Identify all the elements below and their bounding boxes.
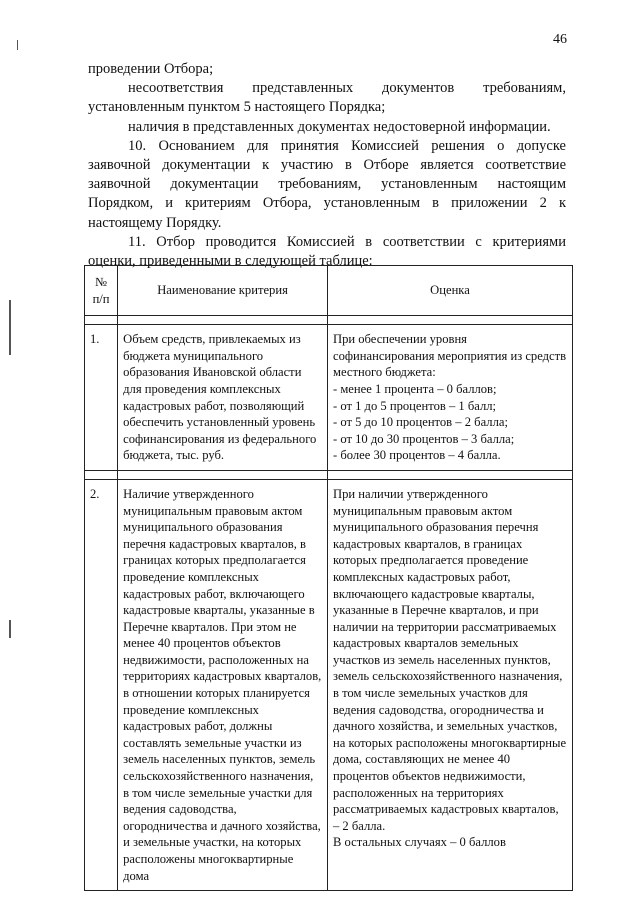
table-header-row xyxy=(85,266,573,316)
table-row xyxy=(85,325,573,471)
paragraph-4: 11. Отбор проводится Комиссией в соответствии с критериями оценки, приведенными в следующей таблице: xyxy=(88,233,566,270)
scan-artifact-mark xyxy=(9,620,11,638)
table-gap xyxy=(85,316,573,325)
row-criterion: Наличие утвержденного муниципальным правовым актом муниципального образования перечня кадастровых кварталов, в границах которых предполагается проведение комплексных кадастровых работ, включающего кадастровые кварталы, указанные в Перечне кварталов. При этом не менее 40 процентов объектов недвижимости, расположенных на территориях кадастровых кварталов, в отношении которых планируется проведение комплексных кадастровых работ, должны составлять земельные участки из земель населенных пунктов, земель сельскохозяйственного назначения, в том числе земельные участки для ведения садоводства, огородничества и дачного хозяйства, и земельные участки, на которых расположены многоквартирные дома xyxy=(118,479,328,890)
header-num: № п/п xyxy=(85,266,118,316)
row-score: При наличии утвержденного муниципальным правовым актом муниципального образования перечня кадастровых кварталов, в границах которых предполагается проведение комплексных кадастровых работ, включающего кадастровые кварталы, указанные в Перечне кварталов, и при наличии на территории рассматриваемых кадастровых кварталов земельных участков из земель населенных пунктов, земель сельскохозяйственного назначения, в том числе земельных участков для ведения садоводства, огородничества и дачного хозяйства, и земельных участков, на которых расположены многоквартирные дома, составляющих не менее 40 процентов объектов недвижимости, расположенных на территориях рассматриваемых кадастровых кварталов, – 2 балла. В остальных случаях – 0 баллов xyxy=(327,479,572,890)
paragraph-1: несоответствия представленных документов требованиям, установленным пунктом 5 настоящего Порядка; xyxy=(88,80,566,116)
table-gap xyxy=(85,470,573,479)
body-text xyxy=(88,60,566,271)
header-criterion: Наименование критерия xyxy=(118,266,328,316)
row-num: 1. xyxy=(85,325,118,471)
row-criterion: Объем средств, привлекаемых из бюджета муниципального образования Ивановской области для проведения комплексных кадастровых работ, позволяющий обеспечить установленный уровень софинансирования из федерального бюджета, тыс. руб. xyxy=(118,325,328,471)
table-row xyxy=(85,479,573,890)
criteria-table xyxy=(84,265,573,891)
page-number: 46 xyxy=(553,32,567,47)
scan-artifact-mark xyxy=(17,40,18,50)
scan-artifact-mark xyxy=(9,300,11,355)
paragraph-0: проведении Отбора; xyxy=(88,61,214,77)
paragraph-2: наличия в представленных документах недостоверной информации. xyxy=(128,118,551,135)
header-score: Оценка xyxy=(327,266,572,316)
paragraph-3: 10. Основанием для принятия Комиссией решения о допуске заявочной документации к участию в Отборе является соответствие заявочной документации требованиям, установленным настоящим Порядком, и критериям Отбора, установленным в приложении 2 к настоящему Порядку. xyxy=(88,137,566,231)
row-num: 2. xyxy=(85,479,118,890)
row-score: При обеспечении уровня софинансирования мероприятия из средств местного бюджета: - менее 1 процента – 0 баллов; - от 1 до 5 процентов – 1 балл; - от 5 до 10 процентов – 2 балла; - от 10 до 30 процентов – 3 балла; - более 30 процентов – 4 балла. xyxy=(327,325,572,471)
